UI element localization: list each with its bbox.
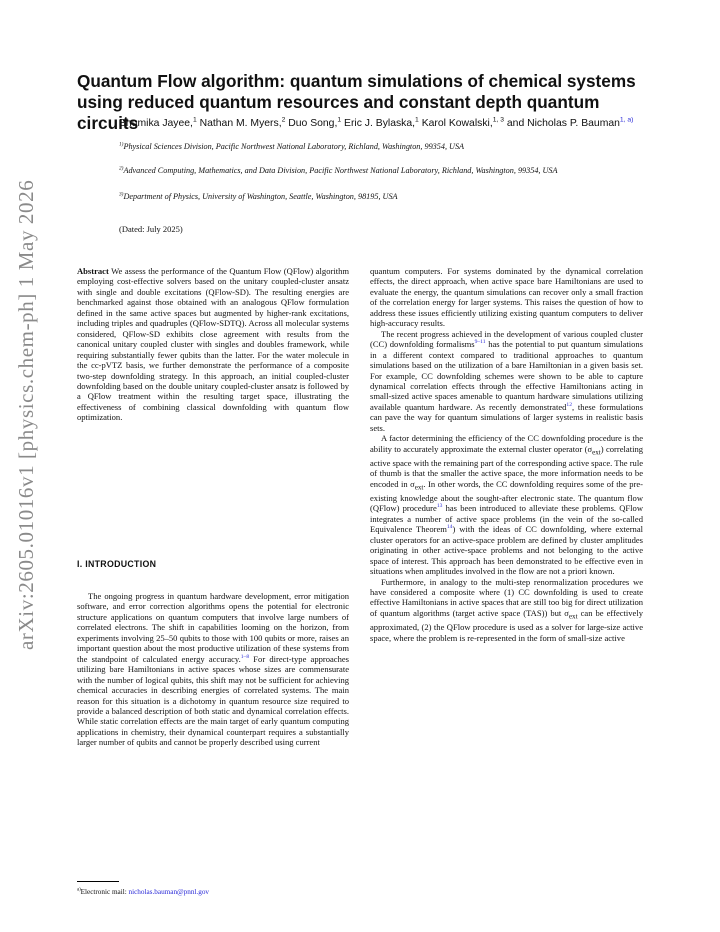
citation-link[interactable]: 14 xyxy=(446,524,453,531)
author-affiliation-mark: 1 xyxy=(415,116,419,124)
paragraph-text: , these formulations can pave the way for quantum simulations of larger systems in realistic basis sets. xyxy=(370,401,643,433)
author-affiliation-mark: 1 xyxy=(192,116,197,124)
citation-link[interactable]: 9–11 xyxy=(474,339,486,346)
section-heading-introduction: I. INTRODUCTION xyxy=(77,559,157,569)
sigma-symbol: σ xyxy=(564,607,569,618)
author-affiliation-mark: 1, 3 xyxy=(492,116,504,124)
paragraph-text: . In other words, the CC downfolding requires some of the pre-existing knowledge about the sought-after electronic state. The quantum flow (QFlow) procedure xyxy=(370,478,643,514)
paragraph-text: The ongoing progress in quantum hardware development, error mitigation software, and error correction algorithms opens the potential for electronic structure applications on quantum computers that involve large numbers of correlated electrons. The shift in capabilities looming on the horizon, from experiments involving 25–50 qubits to those with 100 qubits or more, raises an important question about the most productive utilization of these systems from the standpoint of calculated energy accuracy. xyxy=(77,591,349,664)
corresponding-author-mark[interactable]: 1, a) xyxy=(619,116,634,124)
intro-paragraph xyxy=(370,433,643,576)
abstract xyxy=(77,266,349,423)
sigma-symbol: σ xyxy=(587,443,593,454)
citation-link[interactable]: 13 xyxy=(436,503,443,510)
paragraph-text: ) with the ideas of CC downfolding, where external cluster operators for an active-space problem are defined by cluster amplitudes originating in other active-space problems and not belonging to the active space of interest. This approach has been demonstrated to be effective even in situations when amplitudes involved in the flow are not a priori known. xyxy=(370,524,643,577)
affiliation-text: Advanced Computing, Mathematics, and Data Division, Pacific Northwest National Laboratory, Richland, Washington, 99354, USA xyxy=(123,166,558,175)
intro-paragraph xyxy=(370,577,643,643)
affiliation-mark: 2) xyxy=(119,165,124,172)
ext-subscript: ext xyxy=(568,612,578,621)
author-name: Eric J. Bylaska, xyxy=(341,118,416,129)
citation-link[interactable]: 12 xyxy=(566,402,572,409)
author-name: Nathan M. Myers, xyxy=(196,118,282,129)
paper-title: Quantum Flow algorithm: quantum simulations of chemical systems using reduced quantum resources and constant depth quantum circuits xyxy=(77,71,636,133)
citation-link[interactable]: 1–8 xyxy=(240,653,250,660)
dated-line: (Dated: July 2025) xyxy=(119,224,183,234)
paragraph-text: Furthermore, in analogy to the multi-step renormalization procedures we have considered a composite where (1) CC downfolding is used to create effective Hamiltonians in active spaces that are still too big for direct utilization of quantum algorithms (target active space (TAS)) but xyxy=(370,576,643,618)
intro-left-column xyxy=(77,591,349,748)
paragraph-text: For direct-type approaches utilizing bare Hamiltonians in active spaces whose sizes are commensurate with the number of logical qubits, this shift may not be sufficient for achieving chemical accuracies in describing energies of correlated systems. The main reason for this situation is a dichotomy in quantum resource size required to provide a balanced description of both static and dynamical correlation effects. While static correlation effects are the main target of early quantum computing applications in chemistry, their dynamical counterpart requires a substantially larger number of qubits and cannot be properly described using current xyxy=(77,653,349,748)
paragraph-text: has been introduced to alleviate these problems. QFlow integrates a number of active space problems (in the vein of the so-called Equivalence Theorem xyxy=(370,503,643,535)
affiliation-1 xyxy=(119,142,649,153)
author-name: Duo Song, xyxy=(285,118,338,129)
affiliation-mark: 3) xyxy=(119,191,124,198)
intro-paragraph xyxy=(370,266,643,329)
ext-subscript: ext xyxy=(592,448,601,457)
email-link[interactable]: nicholas.bauman@pnnl.gov xyxy=(128,888,210,896)
abstract-label: Abstract xyxy=(77,266,109,276)
paragraph-text: can be effectively approximated, (2) the QFlow procedure is used as a solver for large-size active space, where the problem is re-represented in the form of small-size active xyxy=(370,607,643,643)
paragraph-text: has the potential to put quantum simulations in a different context compared to traditional approaches to quantum simulations based on the utilization of a bare Hamiltonian in a given basis set. For example, CC downfolding schemes were shown to be able to capture dynamical correlation effects through the effective Hamiltonians acting in small-sized active spaces amenable to quantum hardware simulations utilizing available quantum hardware. As recently demonstrated xyxy=(370,339,643,412)
author-name: Karol Kowalski, xyxy=(418,118,493,129)
affiliation-3 xyxy=(119,192,649,203)
paragraph-text: quantum computers. For systems dominated by the dynamical correlation effects, the direct approach, when active space bare Hamiltonians are used to evaluate the energy, the quantum simulations can recover only a small fraction of the correlation energy for larger systems. This raises the question of how to address these issues efficiently utilizing existing quantum computers to deliver high-accuracy results. xyxy=(370,266,643,329)
intro-right-column xyxy=(370,266,643,643)
author-list xyxy=(119,118,639,130)
author-affiliation-mark: 2 xyxy=(281,116,286,124)
paragraph-text: The recent progress achieved in the development of various coupled cluster (CC) downfolding formalisms xyxy=(370,328,643,350)
author-name: Bhumika Jayee, xyxy=(119,118,193,129)
arxiv-identifier: arXiv:2605.01016v1 [physics.chem-ph] 1 May 2026 xyxy=(14,179,38,650)
intro-paragraph xyxy=(77,591,349,748)
ext-subscript: ext xyxy=(414,483,424,492)
footnote xyxy=(77,888,209,896)
footnote-label: Electronic mail: xyxy=(80,888,129,896)
abstract-text: We assess the performance of the Quantum Flow (QFlow) algorithm employing cost-effective solvers based on the unitary coupled-cluster ansatz with single and double excitations (QFlow-SD). The resulting energies are benchmarked against those obtained with an analogous QFlow formulation defined in the same active spaces but augmented by higher-rank excitations, including triples and quadruples (QFlow-SDTQ). Across all molecular systems considered, QFlow-SD exhibits close agreement with results from the canonical unitary coupled cluster with singles and doubles framework, while requiring substantially fewer qubits than the latter. For the water molecule in the cc-pVTZ basis, we further demonstrate the performance of a composite two-step downfolding strategy. In this approach, an initial coupled-cluster downfolding based on the double unitary coupled-cluster ansatz is followed by a QFlow treatment within the resulting target space, illustrating the effectiveness of combining classical downfolding with quantum flow optimization. xyxy=(77,266,349,423)
sigma-symbol: σ xyxy=(410,478,415,489)
footnote-mark: a) xyxy=(77,887,81,893)
paragraph-text: ) correlating active space with the remaining part of the corresponding active space. The rule of thumb is that the smaller the active space, the more information needs to be encoded in xyxy=(370,443,643,489)
affiliation-mark: 1) xyxy=(119,141,124,148)
footnote-divider xyxy=(77,881,119,882)
paragraph-text: A factor determining the efficiency of the CC downfolding procedure is the ability to accurately approximate the external cluster operator ( xyxy=(370,433,643,454)
affiliation-2 xyxy=(119,166,649,177)
author-affiliation-mark: 1 xyxy=(337,116,342,124)
affiliation-text: Department of Physics, University of Washington, Seattle, Washington, 98195, USA xyxy=(123,192,398,201)
affiliation-text: Physical Sciences Division, Pacific Northwest National Laboratory, Richland, Washington, 99354, USA xyxy=(123,142,465,151)
author-name: and Nicholas P. Bauman xyxy=(504,118,620,129)
intro-paragraph xyxy=(370,329,643,434)
